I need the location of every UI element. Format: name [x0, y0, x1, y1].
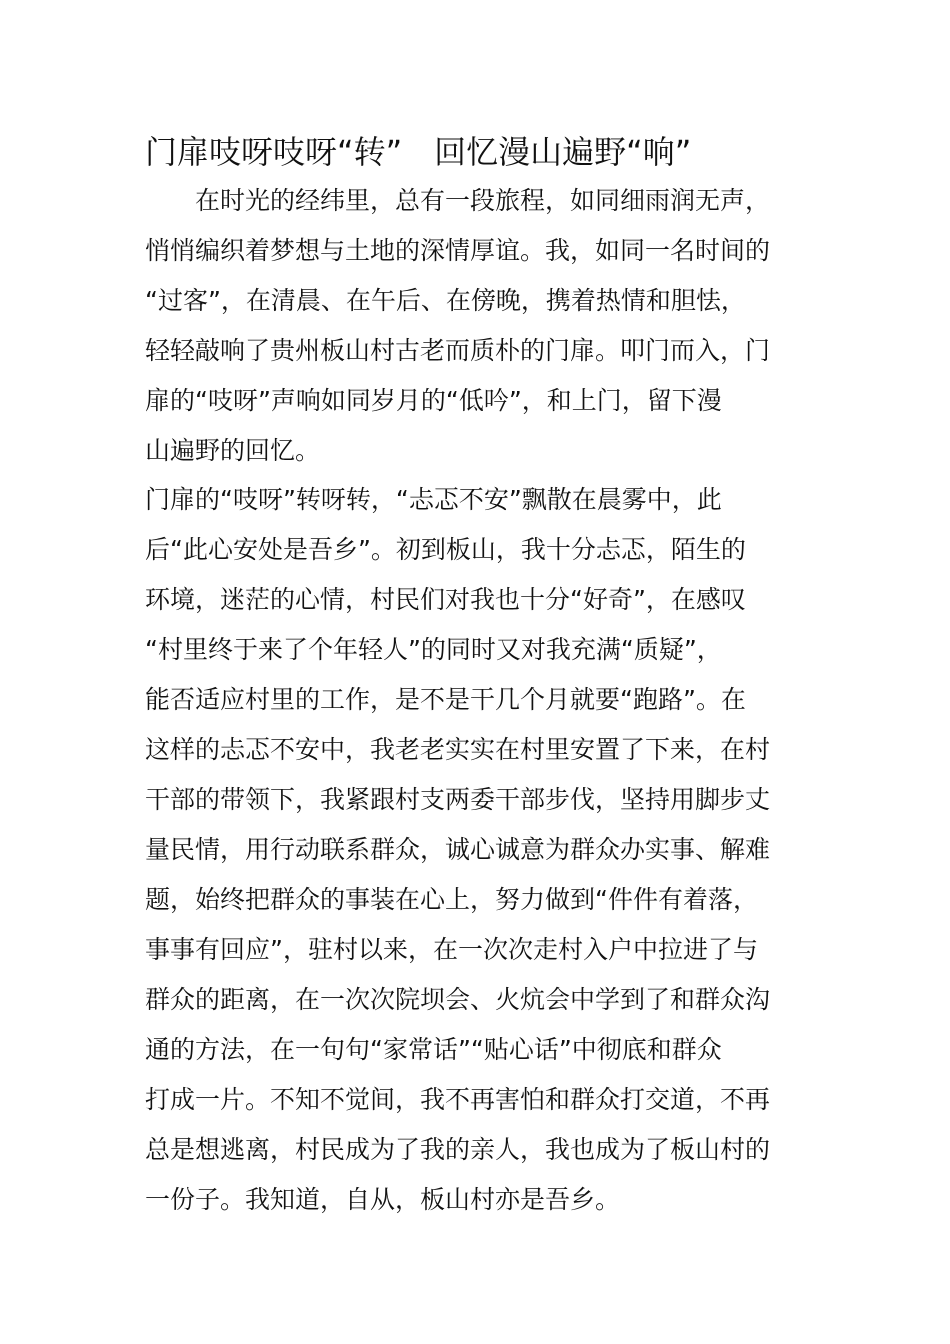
- text-line: 干部的带领下，我紧跟村支两委干部步伐，坚持用脚步丈: [145, 785, 771, 814]
- text-line: 一份子。我知道，自从，板山村亦是吾乡。: [145, 1185, 621, 1214]
- text-line: 山遍野的回忆。: [145, 436, 321, 465]
- text-line: 事事有回应”，驻村以来，在一次次走村入户中拉进了与: [145, 935, 758, 964]
- text-line: 这样的忐忑不安中，我老老实实在村里安置了下来，在村: [145, 735, 771, 764]
- text-line: 门扉的“吱呀”转呀转，“忐忑不安”飘散在晨雾中，此: [145, 485, 722, 514]
- text-line: 题，始终把群众的事装在心上，努力做到“件件有着落，: [145, 885, 758, 914]
- text-line: 扉的“吱呀”声响如同岁月的“低吟”，和上门，留下漫: [145, 386, 722, 415]
- text-line: “村里终于来了个年轻人”的同时又对我充满“质疑”，: [145, 635, 722, 664]
- text-line: 能否适应村里的工作，是不是干几个月就要“跑路”。在: [145, 685, 746, 714]
- text-line: 通的方法，在一句句“家常话”“贴心话”中彻底和群众: [145, 1035, 722, 1064]
- text-line: “过客”，在清晨、在午后、在傍晚，携着热情和胆怯，: [145, 286, 746, 315]
- text-line: 悄悄编织着梦想与土地的深情厚谊。我，如同一名时间的: [145, 236, 771, 265]
- text-line: 后“此心安处是吾乡”。初到板山，我十分忐忑，陌生的: [145, 535, 746, 564]
- text-line: 量民情，用行动联系群众，诚心诚意为群众办实事、解难: [145, 835, 771, 864]
- text-line: 群众的距离，在一次次院坝会、火炕会中学到了和群众沟: [145, 985, 771, 1014]
- text-line: 在时光的经纬里，总有一段旅程，如同细雨润无声，: [145, 186, 771, 215]
- text-line: 环境，迷茫的心情，村民们对我也十分“好奇”，在感叹: [145, 585, 746, 614]
- document-title: 门扉吱呀吱呀“转” 回忆漫山遍野“响”: [145, 133, 692, 171]
- text-line: 打成一片。不知不觉间，我不再害怕和群众打交道，不再: [145, 1085, 771, 1114]
- text-line: 总是想逃离，村民成为了我的亲人，我也成为了板山村的: [145, 1135, 771, 1164]
- text-line: 轻轻敲响了贵州板山村古老而质朴的门扉。叩门而入，门: [145, 336, 771, 365]
